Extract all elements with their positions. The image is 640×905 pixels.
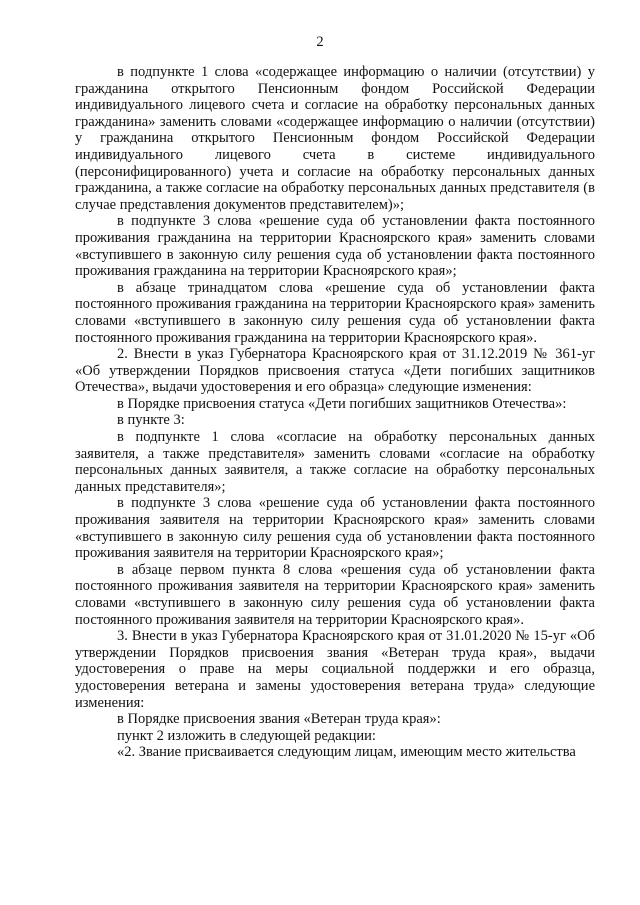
paragraph: пункт 2 изложить в следующей редакции:	[117, 727, 376, 744]
paragraph: в абзаце первом пункта 8 слова «решения суда об установлении факта постоянного проживания заявителя на территории Красноярского края» заменить словами «вступившего в законную силу решения суда об установлении факта постоянного проживания заявителя на территории Красноярского края».	[75, 561, 595, 628]
page-number: 2	[316, 34, 324, 50]
paragraph: в пункте 3:	[117, 412, 185, 429]
paragraph: 2. Внести в указ Губернатора Красноярского края от 31.12.2019 № 361-уг «Об утверждении Порядков присвоения статуса «Дети погибших защитников Отечества», выдачи удостоверения и его образца» следующие изменения:	[75, 346, 595, 396]
document-body	[75, 64, 595, 761]
paragraph: в подпункте 1 слова «содержащее информацию о наличии (отсутствии) у гражданина открытого Пенсионным фондом Российской Федерации индивидуального лицевого счета и согласие на обработку персональных данных гражданина» заменить словами «содержащее информацию о наличии (отсутствии) у гражданина открытого Пенсионным фондом Российской Федерации индивидуального лицевого счета в системе индивидуального (персонифицированного) учета и согласие на обработку персональных данных гражданина, а также согласие на обработку персональных данных представителя (в случае представления документов представителем)»;	[75, 64, 595, 213]
paragraph: в Порядке присвоения звания «Ветеран труда края»:	[117, 711, 441, 728]
paragraph: в Порядке присвоения статуса «Дети погибших защитников Отечества»:	[117, 395, 567, 412]
paragraph: 3. Внести в указ Губернатора Красноярского края от 31.01.2020 № 15-уг «Об утверждении Порядков присвоения звания «Ветеран труда края», выдачи удостоверения о праве на меры социальной поддержки и его образца, удостоверения ветерана и замены удостоверения ветерана труда» следующие изменения:	[75, 628, 595, 711]
paragraph: в абзаце тринадцатом слова «решение суда об установлении факта постоянного проживания гражданина на территории Красноярского края» заменить словами «вступившего в законную силу решения суда об установлении факта постоянного проживания гражданина на территории Красноярского края».	[75, 279, 595, 346]
paragraph: в подпункте 1 слова «согласие на обработку персональных данных заявителя, а также представителя» заменить словами «согласие на обработку персональных данных заявителя, а также согласие на обработку персональных данных представителя»;	[75, 429, 595, 495]
paragraph: в подпункте 3 слова «решение суда об установлении факта постоянного проживания заявителя на территории Красноярского края» заменить словами «вступившего в законную силу решения суда об установлении факта постоянного проживания заявителя на территории Красноярского края»;	[75, 495, 595, 562]
paragraph: «2. Звание присваивается следующим лицам, имеющим место жительства	[117, 744, 576, 761]
paragraph: в подпункте 3 слова «решение суда об установлении факта постоянного проживания гражданина на территории Красноярского края» заменить словами «вступившего в законную силу решения суда об установлении факта постоянного проживания гражданина на территории Красноярского края»;	[75, 213, 595, 280]
